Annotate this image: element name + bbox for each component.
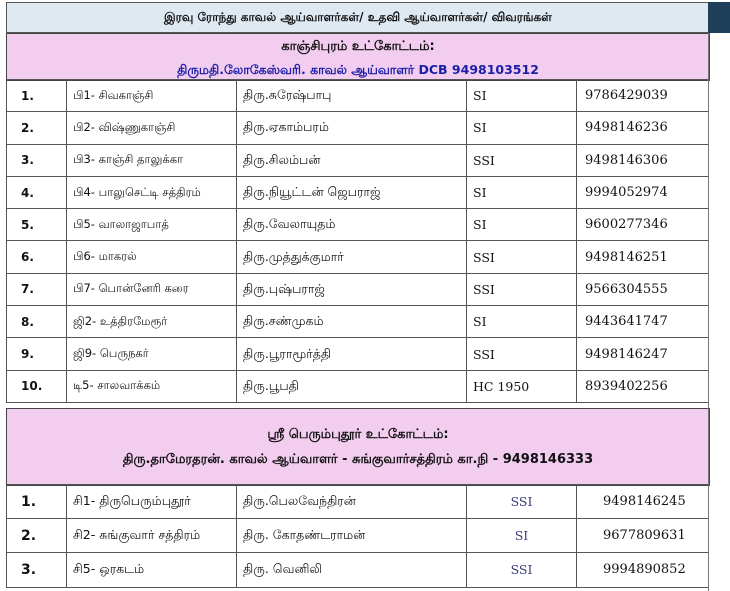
phone-number-cell: 9498146251 — [577, 241, 709, 273]
phone-number-cell: 9677809631 — [577, 519, 709, 553]
rank-cell: SSI — [467, 553, 577, 587]
serial-number-cell: 5. — [7, 209, 67, 241]
station-cell: பி6- மாகரல் — [67, 241, 237, 273]
officer-table-sriperumbudur — [6, 484, 709, 588]
serial-number-cell: 4. — [7, 176, 67, 208]
officer-name-cell: திரு.முத்துக்குமார் — [237, 241, 467, 273]
rank-cell: SSI — [467, 485, 577, 519]
rank-cell: SSI — [467, 338, 577, 370]
table-row — [7, 144, 709, 176]
phone-number-cell: 9994052974 — [577, 176, 709, 208]
section-header-kanchipuram — [6, 33, 710, 81]
station-cell: ஜி9- பெருநகர் — [67, 338, 237, 370]
station-cell: ஜி2- உத்திரமேரூர் — [67, 306, 237, 338]
page-title-text: இரவு ரோந்து காவல் ஆய்வாளர்கள்/ உதவி ஆய்வாளர்கள்/ விவரங்கள் — [163, 9, 553, 24]
station-cell: சி1- திருபெரும்புதூர் — [67, 485, 237, 519]
serial-number-cell: 10. — [7, 370, 67, 402]
rank-cell: HC 1950 — [467, 370, 577, 402]
officer-name-cell: திரு.சண்முகம் — [237, 306, 467, 338]
rank-cell: SSI — [467, 241, 577, 273]
station-cell: சி2- சுங்குவார் சத்திரம் — [67, 519, 237, 553]
section-title: ஸ்ரீ பெரும்புதூர் உட்கோட்டம்: — [267, 427, 449, 442]
phone-number-cell: 9786429039 — [577, 80, 709, 112]
rank-cell: SI — [467, 176, 577, 208]
table-row — [7, 370, 709, 402]
phone-number-cell: 9498146236 — [577, 112, 709, 144]
station-cell: பி2- விஷ்ணுகாஞ்சி — [67, 112, 237, 144]
serial-number-cell: 3. — [7, 144, 67, 176]
serial-number-cell: 1. — [7, 485, 67, 519]
rank-cell: SI — [467, 80, 577, 112]
station-cell: பி3- காஞ்சி தாலுக்கா — [67, 144, 237, 176]
officer-name-cell: திரு.சிலம்பன் — [237, 144, 467, 176]
officer-name-cell: திரு.சுரேஷ்பாபு — [237, 80, 467, 112]
officer-name-cell: திரு.புஷ்பராஜ் — [237, 273, 467, 305]
phone-number-cell: 9498146247 — [577, 338, 709, 370]
phone-number-cell: 9498146306 — [577, 144, 709, 176]
table-row — [7, 338, 709, 370]
serial-number-cell: 3. — [7, 553, 67, 587]
station-cell: பி7- பொன்னேரி கரை — [67, 273, 237, 305]
serial-number-cell: 2. — [7, 112, 67, 144]
table-row — [7, 241, 709, 273]
serial-number-cell: 2. — [7, 519, 67, 553]
serial-number-cell: 7. — [7, 273, 67, 305]
title-bar-edge — [708, 2, 730, 33]
table-row — [7, 176, 709, 208]
table-row — [7, 553, 709, 587]
table-row — [7, 80, 709, 112]
officer-name-cell: திரு.ஏகாம்பரம் — [237, 112, 467, 144]
phone-number-cell: 9566304555 — [577, 273, 709, 305]
table-row — [7, 273, 709, 305]
serial-number-cell: 8. — [7, 306, 67, 338]
phone-number-cell: 8939402256 — [577, 370, 709, 402]
officer-table-kanchipuram — [6, 79, 709, 403]
officer-name-cell: திரு.பெலவேந்திரன் — [237, 485, 467, 519]
rank-cell: SI — [467, 209, 577, 241]
section-title: காஞ்சிபுரம் உட்கோட்டம்: — [281, 39, 435, 54]
page-right-border — [708, 33, 709, 591]
station-cell: சி5- ஒரகடம் — [67, 553, 237, 587]
serial-number-cell: 9. — [7, 338, 67, 370]
rank-cell: SSI — [467, 273, 577, 305]
section-subtitle: திரு.தாமேரதரன். காவல் ஆய்வாளர் - சுங்குவார்சத்திரம் கா.நி - 9498146333 — [122, 452, 594, 467]
rank-cell: SSI — [467, 144, 577, 176]
station-cell: பி5- வாலாஜாபாத் — [67, 209, 237, 241]
rank-cell: SI — [467, 519, 577, 553]
station-cell: டி5- சாலவாக்கம் — [67, 370, 237, 402]
table-row — [7, 306, 709, 338]
serial-number-cell: 1. — [7, 80, 67, 112]
phone-number-cell: 9994890852 — [577, 553, 709, 587]
station-cell: பி4- பாலுசெட்டி சத்திரம் — [67, 176, 237, 208]
officer-name-cell: திரு.பூராமூர்த்தி — [237, 338, 467, 370]
officer-name-cell: திரு. வெனிலி — [237, 553, 467, 587]
station-cell: பி1- சிவகாஞ்சி — [67, 80, 237, 112]
phone-number-cell: 9443641747 — [577, 306, 709, 338]
table-row — [7, 519, 709, 553]
table-row — [7, 112, 709, 144]
officer-name-cell: திரு. கோதண்டராமன் — [237, 519, 467, 553]
officer-name-cell: திரு.வேலாயுதம் — [237, 209, 467, 241]
page-title — [6, 2, 710, 33]
table-row — [7, 485, 709, 519]
serial-number-cell: 6. — [7, 241, 67, 273]
phone-number-cell: 9600277346 — [577, 209, 709, 241]
section-subtitle: திருமதி.லோகேஸ்வரி. காவல் ஆய்வாளர் DCB 9498103512 — [177, 62, 539, 77]
rank-cell: SI — [467, 306, 577, 338]
officer-name-cell: திரு.பூபதி — [237, 370, 467, 402]
phone-number-cell: 9498146245 — [577, 485, 709, 519]
section-header-sriperumbudur — [6, 408, 710, 486]
officer-name-cell: திரு.நியூட்டன் ஜெபராஜ் — [237, 176, 467, 208]
table-row — [7, 209, 709, 241]
rank-cell: SI — [467, 112, 577, 144]
